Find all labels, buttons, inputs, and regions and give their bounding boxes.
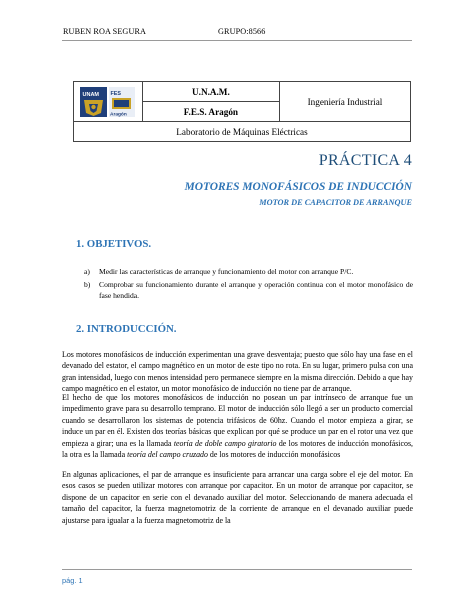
header-group: GRUPO:8566	[218, 27, 266, 36]
institution-table	[73, 81, 411, 142]
header-author: RUBEN ROA SEGURA	[63, 27, 147, 36]
svg-text:Aragón: Aragón	[109, 112, 127, 117]
practice-title: PRÁCTICA 4	[318, 152, 412, 169]
intro-p2-term-2: teoría del campo cruzado	[127, 450, 208, 460]
intro-paragraph-3	[62, 469, 413, 526]
objective-text: Comprobar su funcionamiento durante el arranque y operación continua con el motor monofásico de fase hendida.	[99, 280, 413, 301]
lab-cell: Laboratorio de Máquinas Eléctricas	[74, 122, 411, 142]
intro-p2-text-a: El hecho de que los motores monofásicos de inducción no posean un par intrínseco de arranque fue un impedimento grave para su desarrollo temprano. El motor de inducción sólo llegó a ser un producto comercial cuando se desarrollaron los sistemas de potencia trifásicos de 60hz. Cuando el motor empieza a girar, se induce un par en él. Existen dos teorías básicas que explican por qué se produce un par en el rotor una vez que empieza a girar; una es la llamada	[62, 393, 413, 448]
intro-paragraph-2	[62, 392, 413, 460]
objective-marker: a)	[84, 267, 90, 276]
career-cell: Ingeniería Industrial	[279, 82, 410, 122]
svg-text:FES: FES	[110, 90, 121, 97]
logo-cell	[74, 82, 143, 122]
sub-title: MOTOR DE CAPACITOR DE ARRANQUE	[259, 198, 412, 207]
svg-text:UNAM: UNAM	[82, 91, 99, 98]
intro-p3-text-a: En algunas aplicaciones, el par de arranque es insuficiente para arrancar una carga sobre el eje del motor. En esos casos se pueden utilizar motores con arranque por capacitor. En un motor de arranque por capacitor, se dispone de un capacitor en serie con el devanado auxiliar del motor. Seleccionando de manera adecuada el tamaño del capacitor, la fuerza magnetomotriz de la corriente	[62, 470, 413, 514]
intro-p2-text-c: de los motores de inducción monofásicos	[207, 450, 341, 460]
unam-cell: U.N.A.M.	[142, 82, 279, 102]
section-intro-heading: 2. INTRODUCCIÓN.	[76, 323, 177, 335]
intro-p3-text-b: de arranque en el devanado auxiliar puede ajustarse para igualar a la fuerza magnetomotriz de la	[62, 504, 413, 525]
section-objectives-heading: 1. OBJETIVOS.	[76, 238, 152, 250]
page-number: pág. 1	[62, 576, 83, 585]
header-rule	[62, 40, 412, 41]
intro-p2-term-1: teoría de doble campo giratorio	[173, 438, 277, 448]
unam-logo	[79, 85, 137, 119]
intro-paragraph-1: Los motores monofásicos de inducción experimentan una grave desventaja; puesto que sólo hay una fase en el devanado del estator, el campo magnético en un motor de este tipo no rota. En su lugar, primero pulsa con una gran intensidad, luego con menos intensidad pero permanece siempre en la misma dirección. Debido a que hay campo magnético en el estator, un motor monofásico de inducción no tiene par de arranque.	[62, 350, 413, 394]
objective-marker: b)	[84, 280, 91, 289]
fes-cell: F.E.S. Aragón	[142, 102, 279, 122]
objective-text: Medir las características de arranque y funcionamiento del motor con arranque P/C.	[99, 267, 354, 276]
main-title: MOTORES MONOFÁSICOS DE INDUCCIÓN	[184, 181, 412, 193]
footer-rule	[62, 569, 412, 570]
intro-p2-text-b: de los motores de inducción monofásicos, la otra es la llamada	[62, 438, 413, 460]
